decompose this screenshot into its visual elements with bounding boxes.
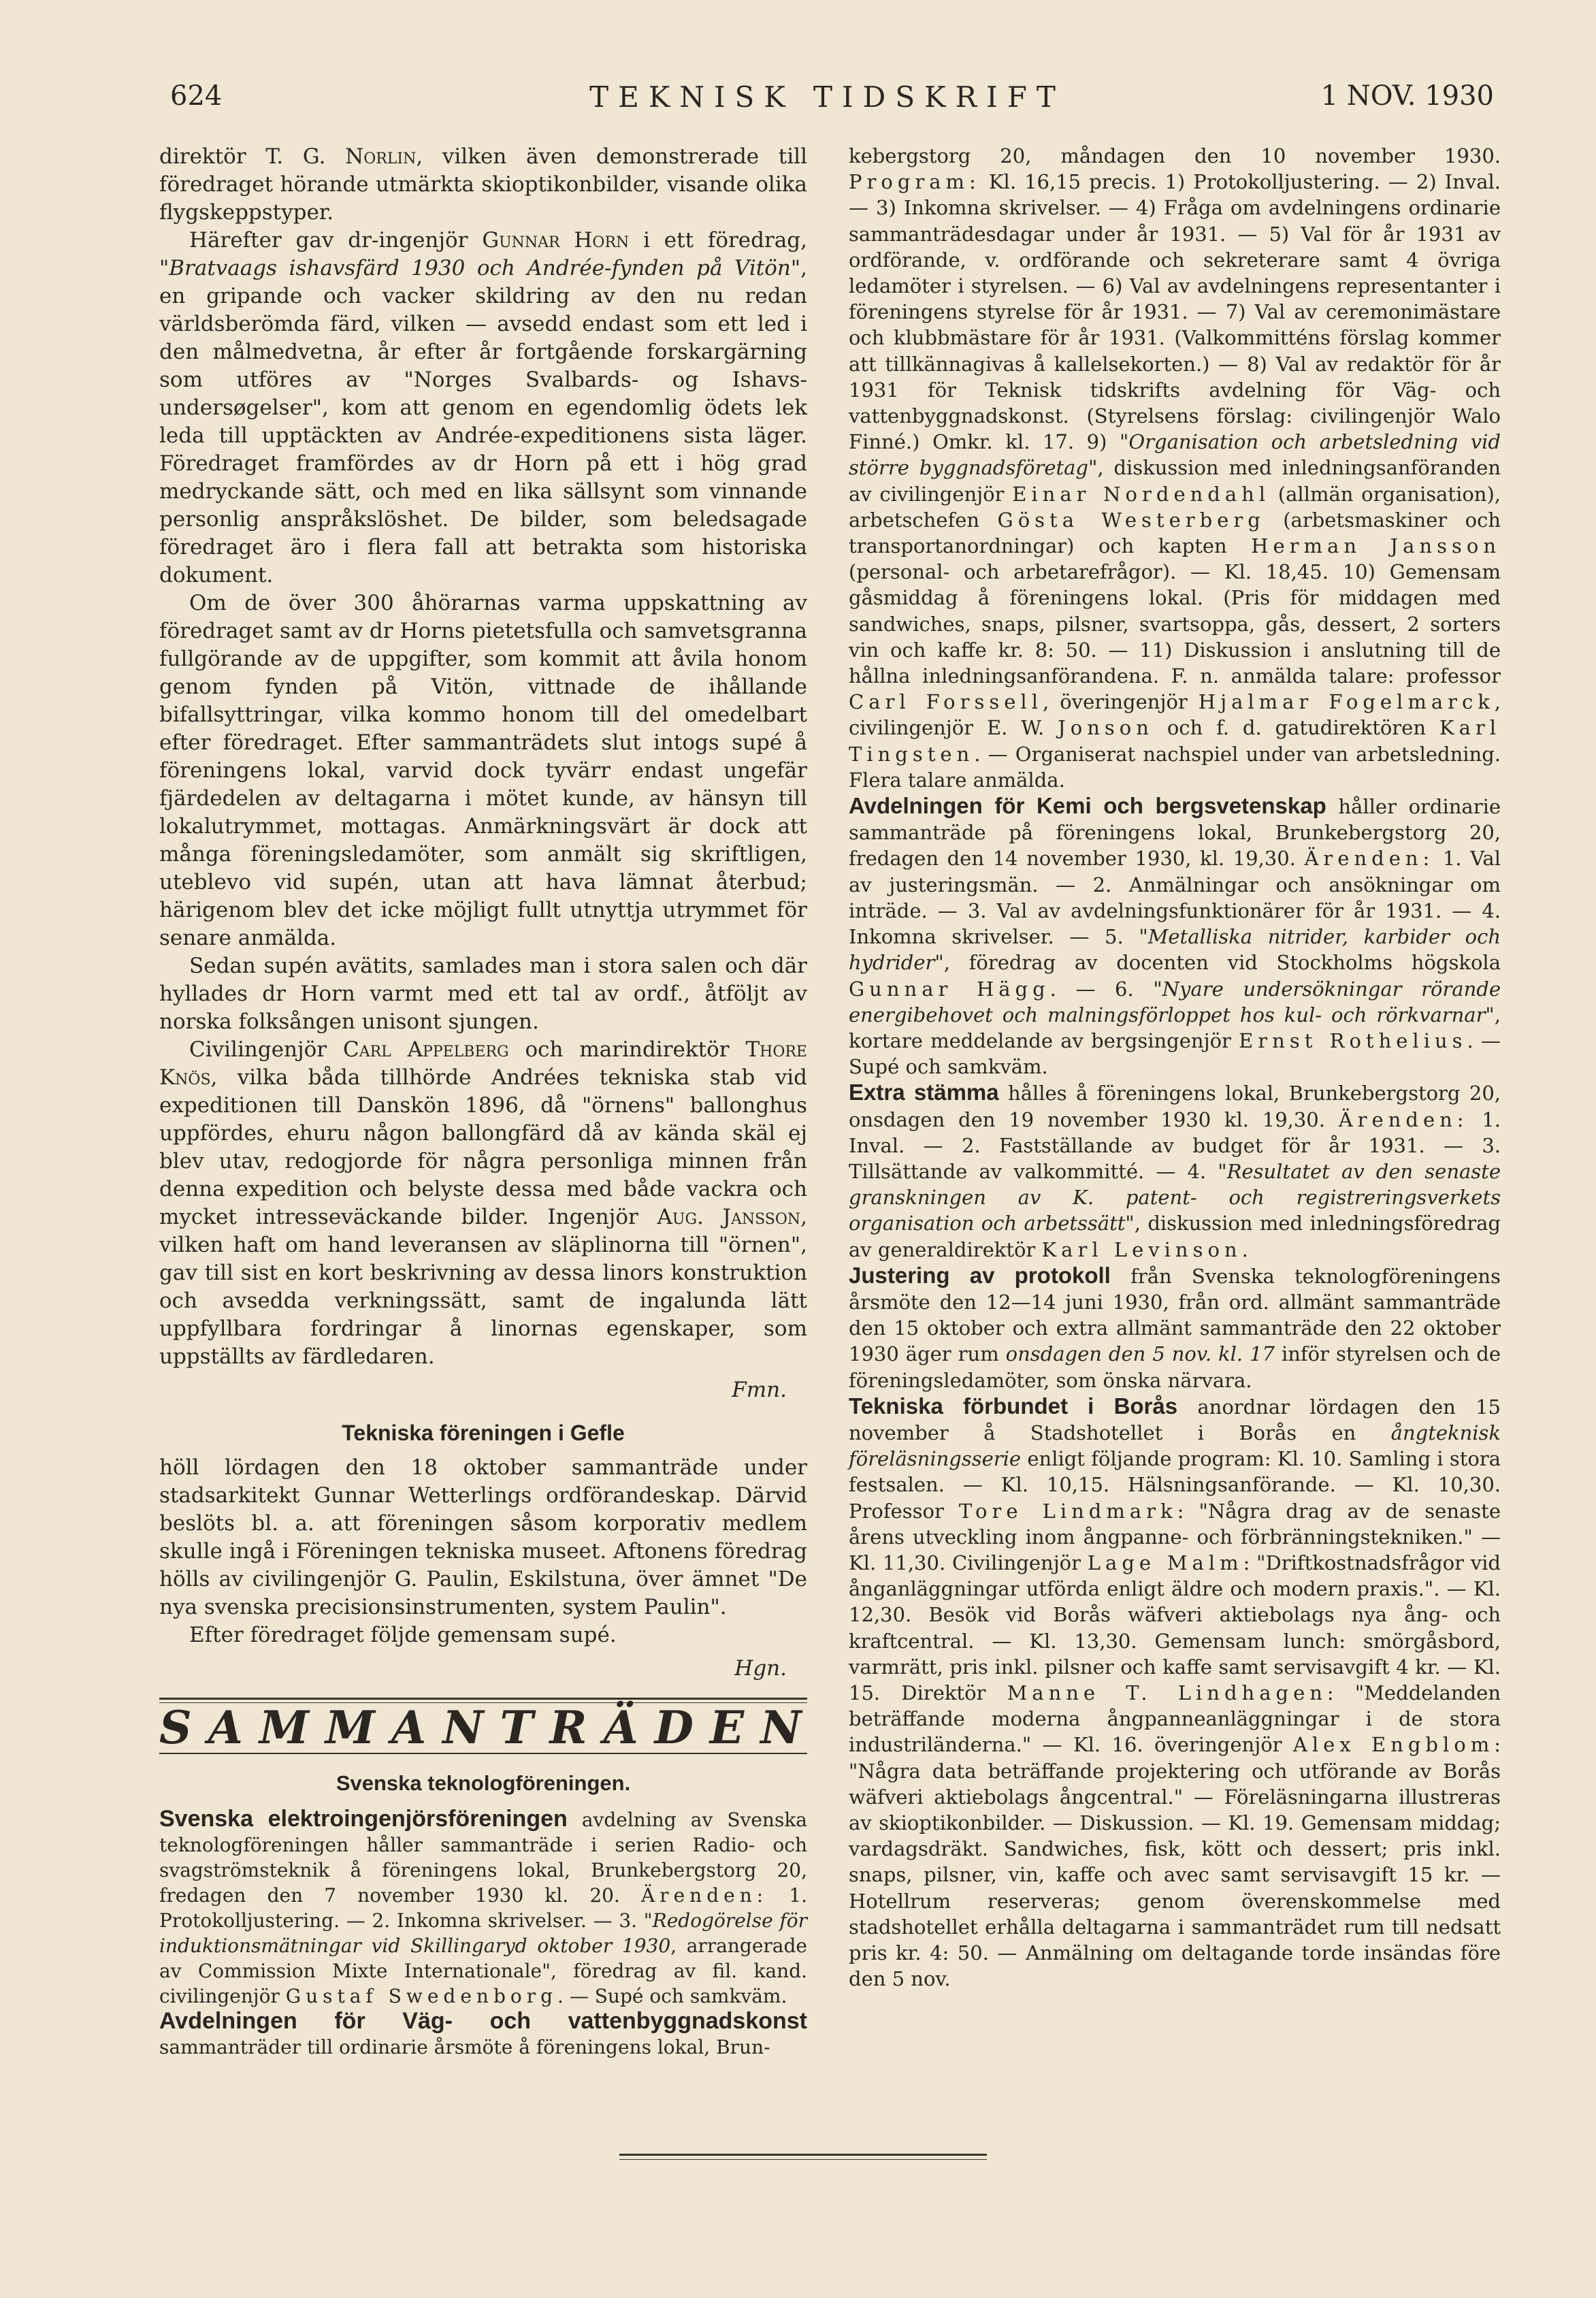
paragraph: Härefter gav dr-ingenjör Gunnar Horn i ett föredrag, "Bratvaags ishavsfärd 1930 och Andrée-fynden på Vitön", en gripande och vacker skildring av den nu redan världsberömda färd, vilken — avsedd endast som ett led i den målmedvetna, år efter år fortgående forskargärning som utföres av "Norges Svalbards- og Ishavs-undersøgelser", kom att genom en egendomlig ödets lek leda till upptäckten av Andrée-expeditionens sista läger. Föredraget framfördes av dr Horn på ett i hög grad medryckande sätt, och med en lika sällsynt som vinnande personlig anspråkslöshet. De bilder, som beledsagade föredraget äro i flera fall att betrakta som historiska dokument. (159, 228, 808, 587)
paragraph: höll lördagen den 18 oktober sammanträde under stadsarkitekt Gunnar Wetterlings ordförandeskap. Därvid beslöts bl. a. att föreningen såsom korporativ medlem skulle ingå i Föreningen tekniska museet. Aftonens föredrag hölls av civilingenjör G. Paulin, Eskilstuna, över ämnet "De nya svenska precisionsinstrumenten, system Paulin". (159, 1455, 807, 1619)
paragraph: Civilingenjör Carl Appelberg och marindirektör Thore Knös, vilka båda tillhörde Andrées tekniska stab vid expeditionen till Danskön 1896, då "örnens" ballonghus uppfördes, ehuru någon ballongfärd då av kända skäl ej blev utav, redogjorde för några personliga minnen från denna expedition och belyste dessa med både vackra och mycket intresseväckande bilder. Ingenjör Aug. Jansson, vilken haft om hand leveransen av släplinorna till "örnen", gav till sist en kort beskrivning av dessa linors konstruktion och avsedda verkningssätt, samt de ingalunda lätt uppfyllbara fordringar å linornas egenskaper, som uppställts av färdledaren. (159, 1037, 807, 1369)
end-divider (619, 2154, 987, 2160)
notice-continued: kebergstorg 20, måndagen den 10 november 1930. Program: Kl. 16,15 precis. 1) Protokolljustering. — 2) Inval. — 3) Inkomna skrivelser. — 4) Fråga om avdelningens ordinarie sammanträdesdagar under år 1931. — 5) Val för år 1931 av ordförande, v. ordförande och sekreterare samt 4 övriga ledamöter i styrelsen. — 6) Val av avdelningens representanter i föreningens styrelse för år 1931. — 7) Val av ceremonimästare och klubbmästare för år 1931. (Valkommitténs förslag kommer att tillkännagivas å kallelsekorten.) — 8) Val av redaktör för år 1931 för Teknisk tidskrifts avdelning för Väg- och vattenbyggnadskonst. (Styrelsens förslag: civilingenjör Walo Finné.) Omkr. kl. 17. 9) "Organisation och arbetsledning vid större byggnadsföretag", diskussion med inledningsanföranden av civilingenjör Einar Nordendahl (allmän organisation), arbetschefen Gösta Westerberg (arbetsmaskiner och transportanordningar) och kapten Herman Jansson (personal- och arbetarefrågor). — Kl. 18,45. 10) Gemensam gåsmiddag å föreningens lokal. (Pris för middagen med sandwiches, snaps, pilsner, svartsoppa, gås, dessert, 2 sorters vin och kaffe kr. 8: 50. — 11) Diskussion i anslutning till de hållna inledningsanförandena. F. n. anmälda talare: professor Carl Forssell, överingenjör Hjalmar Fogelmarck, civilingenjör E. W. Jonson och f. d. gatudirektören Karl Tingsten. — Organiserat nachspiel under van arbetsledning. Flera talare anmälda. (849, 144, 1501, 792)
author-signature: Hgn. (734, 1656, 787, 1681)
notice: Avdelningen för Väg- och vattenbyggnadskonst sammanträder till ordinarie årsmöte å föreningens lokal, Brun- (159, 2008, 807, 2058)
author-signature: Fmn. (732, 1378, 787, 1402)
notice: Svenska elektroingenjörsföreningen avdelning av Svenska teknologföreningen håller sammanträde i serien Radio- och svagströmsteknik å föreningens lokal, Brunkebergstorg 20, fredagen den 7 november 1930 kl. 20. Ärenden: 1. Protokolljustering. — 2. Inkomna skrivelser. — 3. "Redogörelse för induktionsmätningar vid Skillingaryd oktober 1930, arrangerade av Commission Mixte Internationale", föredrag av fil. kand. civilingenjör Gustaf Swedenborg. — Supé och samkväm. (159, 1806, 808, 2007)
page-number: 624 (170, 80, 223, 112)
section-heading: Tekniska föreningen i Gefle (342, 1421, 625, 1445)
section-subheading: Svenska teknologföreningen. (336, 1771, 631, 1795)
right-column (849, 143, 1501, 1992)
section-banner: SAMMANTRÄDEN (159, 1701, 818, 1754)
left-column (159, 143, 818, 2060)
paragraph: Om de över 300 åhörarnas varma uppskattning av föredraget samt av dr Horns pietetsfulla och samvetsgranna fullgörande av de uppgifter, som kommit att åvila honom genom fynden på Vitön, vittnade de ihållande bifallsyttringar, vilka kommo honom till del omedelbart efter föredraget. Efter sammanträdets slut intogs supé å föreningens lokal, varvid dock tyvärr endast ungefär fjärdedelen av deltagarna i mötet kunde, av hänsyn till lokalutrymmet, mottagas. Anmärkningsvärt är dock att många föreningsledamöter, som anmält sig skriftligen, uteblevo vid supén, utan att hava lämnat återbud; härigenom blev det icke möjligt fullt utnyttja utrymmet för senare anmälda. (159, 591, 807, 950)
notice: Justering av protokoll från Svenska teknologföreningens årsmöte den 12—14 juni 1930, från ord. allmänt sammanträde den 15 oktober och extra allmänt sammanträde den 22 oktober 1930 äger rum onsdagen den 5 nov. kl. 17 inför styrelsen och de föreningsledamöter, som önska närvara. (849, 1262, 1501, 1392)
notice: Tekniska förbundet i Borås anordnar lördagen den 15 november å Stadshotellet i Borås en ångteknisk föreläsningsserie enligt följande program: Kl. 10. Samling i stora festsalen. — Kl. 10,15. Hälsningsanförande. — Kl. 10,30. Professor Tore Lindmark: "Några drag av de senaste årens utveckling inom ångpanne- och förbränningstekniken." — Kl. 11,30. Civilingenjör Lage Malm: "Driftkostnadsfrågor vid ånganläggningar utförda enligt äldre och modern praxis.". — Kl. 12,30. Besök vid Borås wäfveri aktiebolags nya ång- och kraftcentral. — Kl. 13,30. Gemensam lunch: smörgåsbord, varmrätt, pris inkl. pilsner och kaffe samt servisavgift 4 kr. — Kl. 15. Direktör Manne T. Lindhagen: "Meddelanden beträffande moderna ångpanneanläggningar i de stora industriländerna." — Kl. 16. överingenjör Alex Engblom: "Några data beträffande projektering och utförande av Borås wäfveri aktiebolags ångcentral." — Föreläsningarna illustreras av skioptikonbilder. — Diskussion. — Kl. 19. Gemensam middag; vardagsdräkt. Sandwiches, fisk, kött och dessert; pris inkl. snaps, pilsner, vin, kaffe och avec samt servisavgift 15 kr. — Hotellrum reserveras; genom överenskommelse med stadshotellet erhålla deltagarna i sammanträdet rum till nedsatt pris kr. 4: 50. — Anmälning om deltagande torde insändas före den 5 nov. (849, 1393, 1501, 1991)
issue-date: 1 NOV. 1930 (1320, 80, 1494, 112)
notice: Extra stämma hålles å föreningens lokal, Brunkebergstorg 20, onsdagen den 19 november 1930 kl. 19,30. Ärenden: 1. Inval. — 2. Fastställande av budget för år 1931. — 3. Tillsättande av valkommitté. — 4. "Resultatet av den senaste granskningen av K. patent- och registreringsverkets organisation och arbetssätt", diskussion med inledningsföredrag av generaldirektör Karl Levinson. (849, 1080, 1501, 1261)
paragraph: direktör T. G. Norlin, vilken även demonstrerade till föredraget hörande utmärkta skioptikonbilder, visande olika flygskeppstyper. (159, 144, 808, 225)
paragraph: Sedan supén avätits, samlades man i stora salen och där hyllades dr Horn varmt med ett tal av ordf., åtföljt av norska folksången unisont sjungen. (159, 954, 807, 1034)
notice: Avdelningen för Kemi och bergsvetenskap håller ordinarie sammanträde på föreningens lokal, Brunkebergstorg 20, fredagen den 14 november 1930, kl. 19,30. Ärenden: 1. Val av justeringsmän. — 2. Anmälningar och ansökningar om inträde. — 3. Val av avdelningsfunktionärer för år 1931. — 4. Inkomna skrivelser. — 5. "Metalliska nitrider, karbider och hydrider", föredrag av docenten vid Stockholms högskola Gunnar Hägg. — 6. "Nyare undersökningar rörande energibehovet och malningsförloppet hos kul- och rörkvarnar", kortare meddelande av bergsingenjör Ernst Rothelius. — Supé och samkväm. (849, 793, 1501, 1079)
paragraph: Efter föredraget följde gemensam supé. (189, 1623, 617, 1647)
journal-title: TEKNISK TIDSKRIFT (589, 80, 1065, 114)
page-header (161, 80, 1494, 121)
